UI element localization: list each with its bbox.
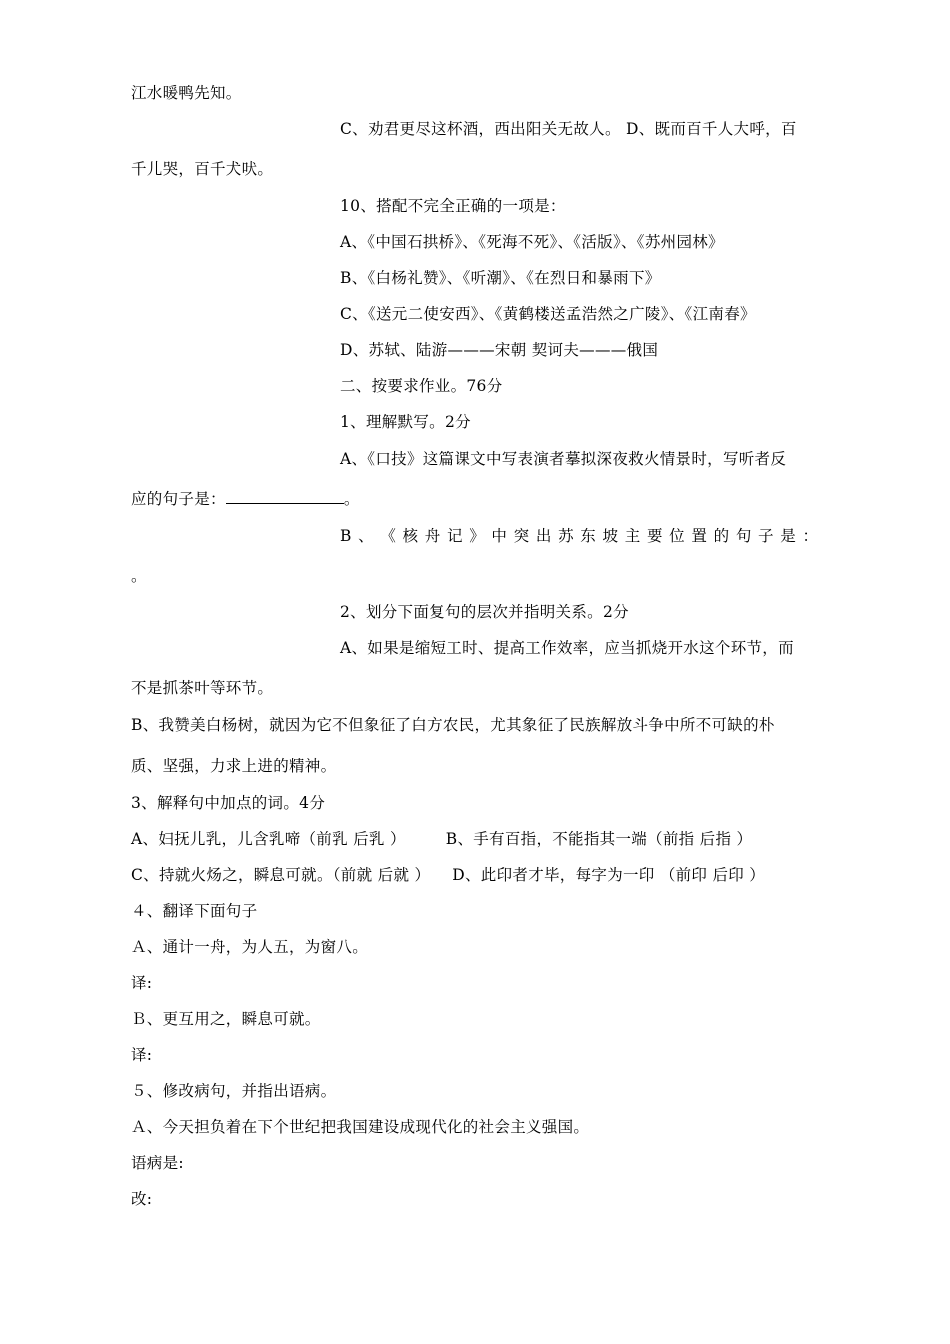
- section-heading: 二、按要求作业。76分: [340, 377, 503, 395]
- char: 记: [446, 527, 463, 545]
- char: 是: [780, 527, 796, 545]
- text-line: 质、坚强，力求上进的精神。: [131, 757, 337, 775]
- char: 》: [469, 527, 485, 545]
- text-line: [131, 829, 752, 849]
- char: 句: [735, 527, 752, 545]
- text-line: Ｂ、更互用之，瞬息可就。: [131, 1010, 321, 1028]
- question-heading: 1、理解默写。2分: [340, 413, 471, 431]
- char: 舟: [424, 527, 441, 545]
- answer-label: 改:: [131, 1190, 153, 1208]
- text-line: A、《口技》这篇课文中写表演者摹拟深夜救火情景时，写听者反: [340, 450, 787, 468]
- question-10: 10、搭配不完全正确的一项是：: [340, 197, 566, 215]
- option-d: D、苏轼、陆游———宋朝 契诃夫———俄国: [340, 341, 659, 359]
- question-heading: ４、翻译下面句子: [131, 902, 258, 920]
- item-d: D、此印者才毕，每字为一印 （前印 后印 ）: [452, 866, 766, 884]
- text-line: [131, 489, 360, 509]
- translation-label: 译:: [131, 1046, 153, 1064]
- option-c: C、《送元二使安西》、《黄鹤楼送孟浩然之广陵》、《江南春》: [340, 305, 756, 323]
- answer-label: 语病是:: [131, 1154, 184, 1172]
- item-b: B、手有百指，不能指其一端（前指 后指 ）: [445, 830, 753, 848]
- char: 出: [535, 527, 552, 545]
- char: 苏: [558, 527, 574, 545]
- text-line: 。: [131, 567, 147, 585]
- text-line: 不是抓茶叶等环节。: [131, 679, 274, 697]
- text-line: A、如果是缩短工时、提高工作效率，应当抓烧开水这个环节，而: [340, 639, 794, 657]
- question-heading: 3、解释句中加点的词。4分: [131, 794, 326, 812]
- char: 中: [491, 527, 507, 545]
- item-a: A、妇抚儿乳，儿含乳啼（前乳 后乳 ）: [131, 830, 406, 848]
- translation-label: 译:: [131, 974, 153, 992]
- char: 主: [624, 527, 641, 545]
- spaced-text-line: [340, 526, 818, 546]
- char: 《: [380, 527, 396, 545]
- char: 东: [580, 527, 596, 545]
- line-text: 应的句子是：: [131, 490, 226, 508]
- answer-blank[interactable]: [226, 489, 344, 504]
- item-c: C、持就火炀之，瞬息可就。（前就 后就 ）: [131, 866, 431, 884]
- char: 、: [358, 527, 374, 545]
- char: 的: [713, 527, 730, 545]
- char: 突: [513, 527, 530, 545]
- line-end: 。: [343, 490, 360, 508]
- question-heading: 2、划分下面复句的层次并指明关系。2分: [340, 603, 629, 621]
- text-line: C、劝君更尽这杯酒，西出阳关无故人。 D、既而百千人大呼，百: [340, 120, 797, 138]
- question-heading: ５、修改病句，并指出语病。: [131, 1082, 337, 1100]
- char: 置: [691, 527, 707, 545]
- option-a: A、《中国石拱桥》、《死海不死》、《活版》、《苏州园林》: [340, 233, 724, 251]
- text-line: B、我赞美白杨树，就因为它不但象征了白方农民，尤其象征了民族解放斗争中所不可缺的朴: [131, 716, 775, 734]
- char: B: [340, 527, 352, 545]
- text-line: 千儿哭，百千犬吠。: [131, 160, 274, 178]
- char: 核: [402, 527, 419, 545]
- text-line: Ａ、今天担负着在下个世纪把我国建设成现代化的社会主义强国。: [131, 1118, 590, 1136]
- char: 坡: [602, 527, 619, 545]
- char: 要: [646, 527, 663, 545]
- text-line: Ａ、通计一舟，为人五，为窗八。: [131, 938, 369, 956]
- char: 位: [669, 527, 685, 545]
- char: 子: [758, 527, 774, 545]
- text-line: 江水暖鸭先知。: [131, 84, 242, 102]
- text-line: [131, 865, 765, 885]
- option-b: B、《白杨礼赞》、《听潮》、《在烈日和暴雨下》: [340, 269, 661, 287]
- char: ：: [802, 527, 818, 545]
